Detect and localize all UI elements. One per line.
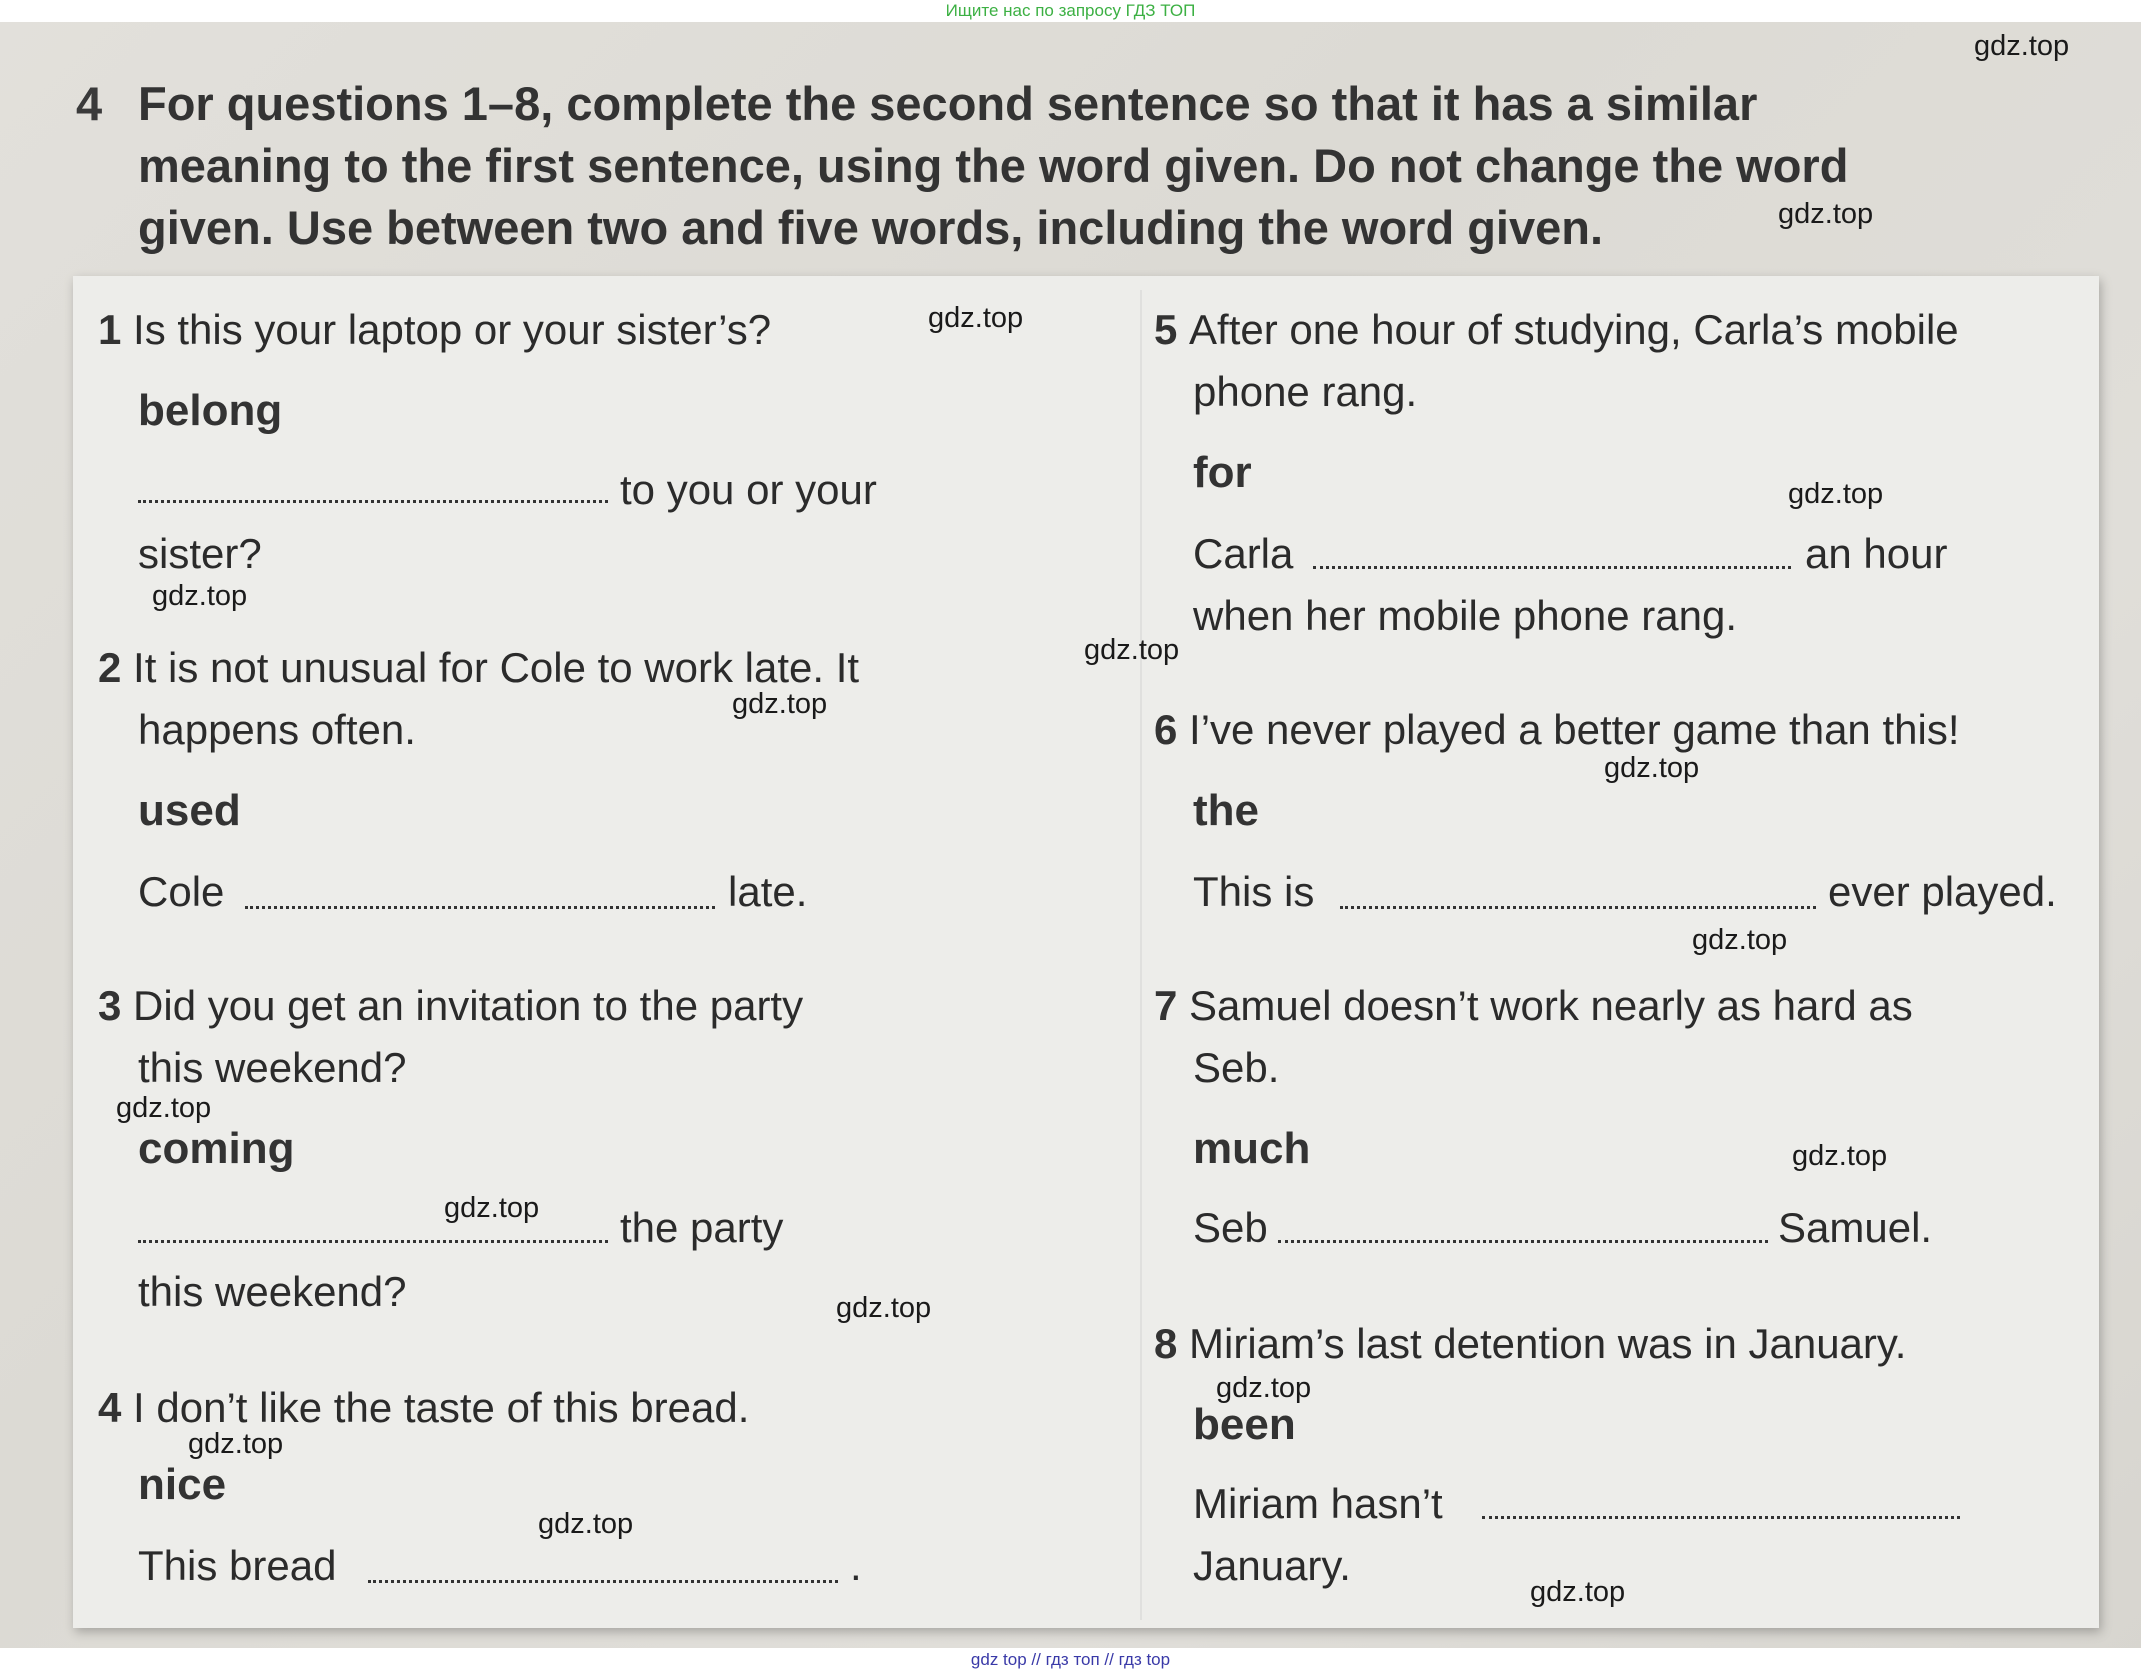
- watermark: gdz.top: [1530, 1576, 1626, 1608]
- question-8-answer-before: Miriam hasn’t: [1193, 1480, 1443, 1527]
- question-3-answer-line2: this weekend?: [138, 1268, 407, 1315]
- question-2-answer-before: Cole: [138, 868, 225, 915]
- watermark: gdz.top: [1084, 634, 1180, 666]
- watermark: gdz.top: [188, 1428, 284, 1460]
- question-7-answer-after: Samuel.: [1778, 1204, 1933, 1251]
- question-8-prompt: Miriam’s last detention was in January.: [1189, 1320, 1907, 1367]
- question-1: [98, 306, 771, 354]
- question-7-prompt-line2: Seb.: [1193, 1044, 1280, 1091]
- watermark: gdz.top: [1778, 198, 1874, 230]
- question-5-answer-before: Carla: [1193, 530, 1294, 577]
- question-1-answer-gap[interactable]: [138, 500, 608, 503]
- question-8-answer-gap[interactable]: [1482, 1516, 1960, 1519]
- watermark: gdz.top: [1692, 924, 1788, 956]
- question-4: [98, 1384, 749, 1432]
- question-5-answer-line2: when her mobile phone rang.: [1193, 592, 1738, 639]
- question-2-prompt-line1: It is not unusual for Cole to work late. It: [133, 644, 860, 691]
- question-7-prompt-line1: Samuel doesn’t work nearly as hard as: [1189, 982, 1913, 1029]
- question-5-answer-after: an hour: [1805, 530, 1948, 577]
- question-5-keyword: for: [1193, 448, 1252, 497]
- watermark: gdz.top: [1604, 752, 1700, 784]
- question-4-prompt: I don’t like the taste of this bread.: [133, 1384, 750, 1431]
- question-7-number: 7: [1154, 982, 1178, 1029]
- question-6-number: 6: [1154, 706, 1178, 753]
- question-7-keyword: much: [1193, 1124, 1311, 1173]
- question-8-number: 8: [1154, 1320, 1178, 1367]
- watermark: gdz.top: [732, 688, 828, 720]
- watermark: gdz.top: [1788, 478, 1884, 510]
- question-3-prompt-line1: Did you get an invitation to the party: [133, 982, 804, 1029]
- watermark: gdz.top: [444, 1192, 540, 1224]
- watermark: gdz.top: [928, 302, 1024, 334]
- question-3-answer-after: the party: [620, 1204, 784, 1251]
- watermark: gdz.top: [1216, 1372, 1312, 1404]
- question-6-answer-gap[interactable]: [1340, 906, 1816, 909]
- watermark: gdz.top: [836, 1292, 932, 1324]
- instruction-line-3: given. Use between two and five words, including the word given.: [138, 201, 1604, 254]
- question-5: [1154, 306, 1959, 354]
- question-3-answer-gap[interactable]: [138, 1240, 608, 1243]
- question-5-number: 5: [1154, 306, 1178, 353]
- question-5-prompt-line2: phone rang.: [1193, 368, 1418, 415]
- watermark: gdz.top: [1974, 30, 2070, 62]
- question-6-prompt: I’ve never played a better game than this!: [1189, 706, 1960, 753]
- question-5-prompt-line1: After one hour of studying, Carla’s mobile: [1189, 306, 1959, 353]
- question-1-answer-after: to you or your: [620, 466, 877, 513]
- question-6-answer-before: This is: [1193, 868, 1315, 915]
- question-2: [98, 644, 859, 692]
- bottom-banner[interactable]: gdz top // гдз топ // гдз top: [0, 1648, 2141, 1672]
- question-6: [1154, 706, 1960, 754]
- question-4-number: 4: [98, 1384, 122, 1431]
- question-6-keyword: the: [1193, 786, 1259, 835]
- question-4-answer-after: .: [850, 1542, 862, 1589]
- top-banner[interactable]: Ищите нас по запросу ГДЗ ТОП: [0, 0, 2141, 22]
- exercise-number: 4: [76, 77, 103, 130]
- question-4-answer-gap[interactable]: [368, 1580, 838, 1583]
- question-2-number: 2: [98, 644, 122, 691]
- question-8-answer-line2: January.: [1193, 1542, 1351, 1589]
- question-2-prompt-line2: happens often.: [138, 706, 416, 753]
- question-8: [1154, 1320, 1906, 1368]
- question-8-keyword: been: [1193, 1400, 1296, 1449]
- instruction-line-1: For questions 1–8, complete the second sentence so that it has a similar: [138, 77, 1758, 130]
- question-7-answer-before: Seb: [1193, 1204, 1268, 1251]
- question-5-answer-gap[interactable]: [1313, 566, 1791, 569]
- question-2-keyword: used: [138, 786, 241, 835]
- question-1-keyword: belong: [138, 386, 283, 435]
- question-3-prompt-line2: this weekend?: [138, 1044, 407, 1091]
- question-3: [98, 982, 803, 1030]
- watermark: gdz.top: [116, 1092, 212, 1124]
- question-1-number: 1: [98, 306, 122, 353]
- question-2-answer-gap[interactable]: [245, 906, 715, 909]
- question-7: [1154, 982, 1913, 1030]
- question-1-prompt: Is this your laptop or your sister’s?: [133, 306, 772, 353]
- question-4-answer-before: This bread: [138, 1542, 337, 1589]
- question-1-answer-line2: sister?: [138, 530, 262, 577]
- column-divider: [1140, 290, 1142, 1620]
- question-3-keyword: coming: [138, 1124, 295, 1173]
- question-7-answer-gap[interactable]: [1278, 1240, 1768, 1243]
- instruction-line-2: meaning to the first sentence, using the word given. Do not change the word: [138, 139, 1849, 192]
- watermark: gdz.top: [1792, 1140, 1888, 1172]
- question-3-number: 3: [98, 982, 122, 1029]
- watermark: gdz.top: [538, 1508, 634, 1540]
- question-6-answer-after: ever played.: [1828, 868, 2057, 915]
- watermark: gdz.top: [152, 580, 248, 612]
- question-2-answer-after: late.: [728, 868, 808, 915]
- question-4-keyword: nice: [138, 1460, 227, 1509]
